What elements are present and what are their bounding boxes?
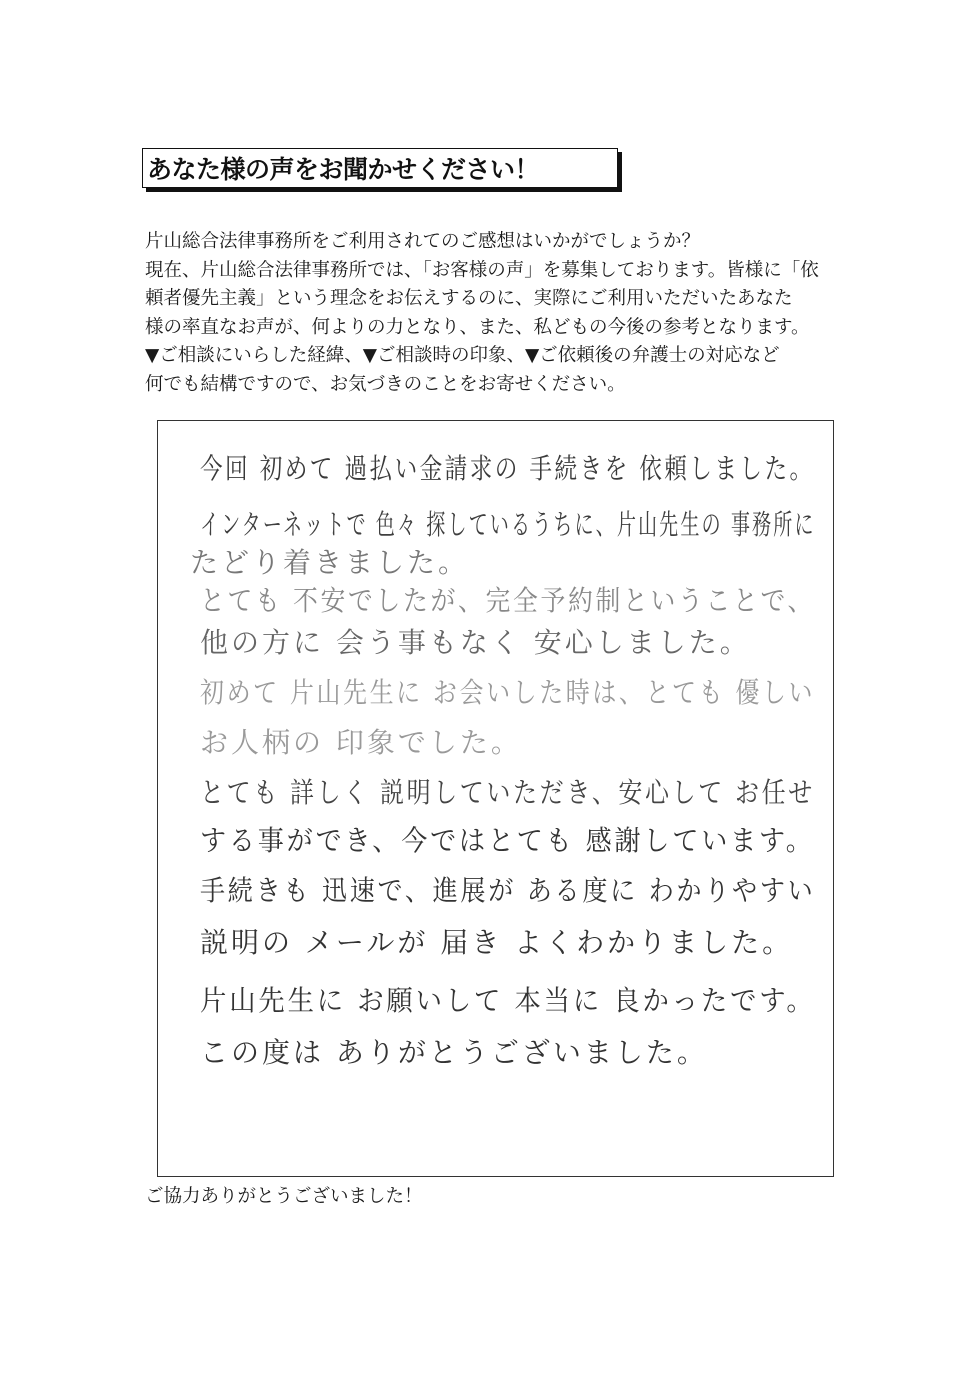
handwritten-line: インターネットで 色々 探しているうちに、片山先生の 事務所に — [200, 508, 816, 541]
handwritten-line: 他の方に 会う事もなく 安心しました。 — [200, 626, 751, 659]
intro-line: 片山総合法律事務所をご利用されてのご感想はいかがでしょうか？ — [145, 231, 701, 252]
intro-line: 何でも結構ですので、お気づきのことをお寄せください。 — [145, 373, 626, 395]
intro-line: 現在、片山総合法律事務所では、「お客様の声」を募集しております。皆様に「依 — [145, 259, 819, 281]
intro-line: ▼ご相談にいらした経緯、▼ご相談時の印象、▼ご依頼後の弁護士の対応など — [145, 345, 780, 366]
handwritten-line: お人柄の 印象でした。 — [200, 726, 522, 759]
title-box — [142, 148, 618, 188]
thanks-message: ご協力ありがとうございました！ — [145, 1186, 423, 1207]
handwritten-line: 初めて 片山先生に お会いした時は、とても 優しい — [200, 676, 816, 709]
handwritten-line: 今回 初めて 過払い金請求の 手続きを 依頼しました。 — [200, 452, 815, 485]
handwritten-line: とても 詳しく 説明していただき、安心して お任せ — [200, 776, 815, 809]
handwritten-answer-box — [157, 420, 834, 1177]
intro-line: 頼者優先主義」という理念をお伝えするのに、実際にご利用いただいたあなた — [145, 288, 793, 309]
intro-line: 様の率直なお声が、何よりの力となり、また、私どもの今後の参考となります。 — [145, 316, 810, 338]
intro-text — [145, 228, 845, 399]
handwritten-line: する事ができ、今ではとても 感謝しています。 — [200, 824, 815, 857]
handwritten-line: この度は ありがとうございました。 — [200, 1036, 708, 1069]
handwritten-line: 手続きも 迅速で、進展が ある度に わかりやすい — [200, 874, 816, 907]
handwritten-line: 説明の メールが 届き よくわかりました。 — [200, 926, 794, 959]
handwritten-line: とても 不安でしたが、完全予約制ということで、 — [200, 584, 815, 617]
handwritten-line: たどり着きました。 — [190, 546, 470, 579]
page-title: あなた様の声をお聞かせください！ — [147, 155, 540, 184]
handwritten-line: 片山先生に お願いして 本当に 良かったです。 — [200, 984, 816, 1017]
